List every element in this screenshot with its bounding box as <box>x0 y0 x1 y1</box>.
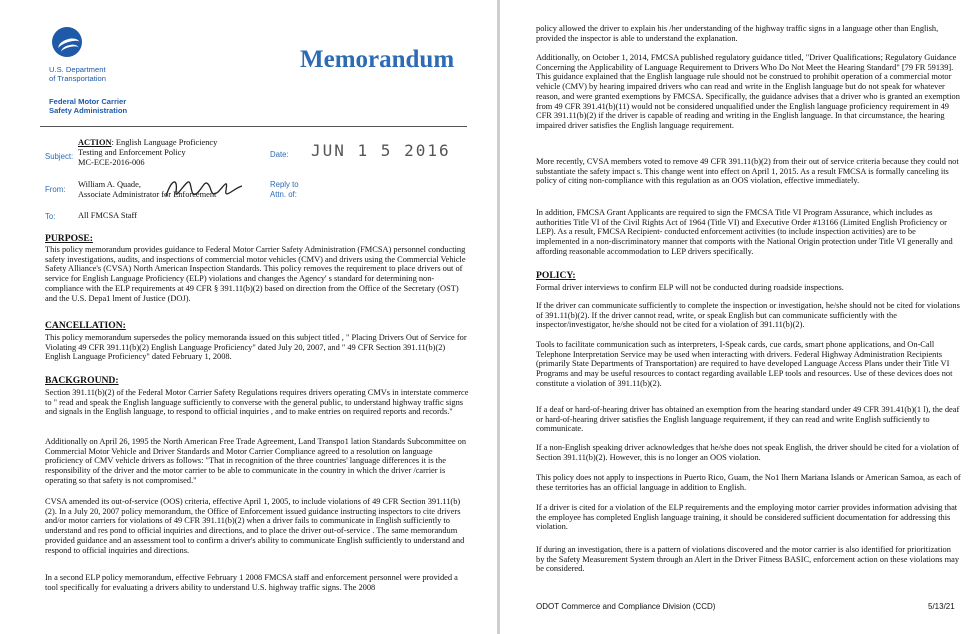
policy-allowance-paragraph: policy allowed the driver to explain his /her understanding of the highway traffic signs in a language other than English, provided the inspector is able to understand the explanation. <box>536 24 939 43</box>
purpose-text: This policy memorandum provides guidance to Federal Motor Carrier Safety Administration (FMCSA) personnel conducting safety investigations, audits, and inspections of commercial motor vehicles (CMV) and drivers using the Commercial Vehicle Safety Alliance's (CVSA) North American Inspection Standards. This policy removes the requirement to place drivers out of service for English Language Proficiency (ELP) violations and changes the Agency' s standard for determining non-compliance with the ELP requirements at 49 CFR § 391.11(b)(2) based on direction from the Office of the Secretary (OST) and the U.S. Depa1 lment of Justice (DOJ). <box>45 245 466 303</box>
purpose-heading: PURPOSE: <box>45 233 93 244</box>
subject-label: Subject: <box>45 152 74 161</box>
signature-icon <box>162 174 244 204</box>
title-vi-paragraph: In addition, FMCSA Grant Applicants are required to sign the FMCSA Title VI Program Assurance, which includes as authorities Title VI of the Civil Rights Act of 1964 (Title VI) and Executive Order #13166 (Limited English Proficiency or LEP). As a result, FMCSA Recipient- conducted enforcement activities (to include inspection activities) are to be implemented in a non-discriminatory manner that comports with the National Origin protection under Title VI generally and affording reasonable accommodation to LEP drivers specifically. <box>536 208 953 256</box>
subject-line-2: Testing and Enforcement Policy <box>78 148 186 157</box>
policy-paragraph-5: If a non-English speaking driver acknowledges that he/she does not speak English, the driver should be cited for a violation of Section 391.11(b)(2). However, this is no longer an OOS violation. <box>536 443 960 462</box>
cancellation-heading: CANCELLATION: <box>45 320 126 331</box>
agency-line-2: Safety Administration <box>49 106 128 115</box>
to-label: To: <box>45 212 56 221</box>
from-name: William A. Quade, <box>78 180 141 189</box>
background-paragraph-1: Section 391.11(b)(2) of the Federal Motor Carrier Safety Regulations requires drivers operating CMVs in interstate commerce to " read and speak the English language sufficiently to converse with the general public, to understand highway traffic signs and signals in the English language, to respond to official inquiries , and to make entries on required reports and records." <box>45 388 469 417</box>
department-name <box>49 65 106 83</box>
background-paragraph-3: CVSA amended its out-of-service (OOS) criteria, effective April 1, 2005, to include violations of 49 CFR Section 391.11(b)(2). In a July 20, 2007 policy memorandum, the Office of Enforcement issued guidance instructing inspectors to cite drivers and/or motor carriers for violations of 49 CFR 391.11(b)(2) when a driver fails to communicate in English sufficiently to understand and res pond to official inquiries and directions, and to place the driver out-of-service . The same memorandum provided guidance and an assessment tool to confirm a driver's ability to communicate English sufficiently to understand and respond to official inquiries and directions. <box>45 497 465 555</box>
date-label: Date: <box>270 150 289 159</box>
reply-label-line-1: Reply to <box>270 180 299 189</box>
regulatory-guidance-paragraph: Additionally, on October 1, 2014, FMCSA published regulatory guidance titled, "Driver Qualifications; Regulatory Guidance Concerning the Applicability of Language Requirement to Drivers Who Do Not Meet the Hearing Standard" [79 FR 59139]. This guidance explained that the English language rule should not be construed to prohibit operation of a commercial motor vehicle (CMV) by hearing impaired drivers who can read and write in the English language but do not speak for whatever reason, and were granted exemptions by FMCSA. Specifically, the guidance advises that a driver who is granted an exemption from 49 CFR 391.41(b)(11) would not be considered unqualified under the English language proficiency requirement in 49 CFR 391.11(b)(2) if the driver is capable of reading and writing in the English language. In that circumstance, the hearing impaired driver satisfies the English language requirement. <box>536 53 960 130</box>
background-paragraph-2: Additionally on April 26, 1995 the North American Free Trade Agreement, Land Transpo1 lation Standards Subcommittee on Commercial Motor Vehicle and Driver Standards and Motor Carrier Compliance agreed to a resolution on language proficiency of CMV vehicle drivers as follows: "That in recognition of the three countries' language differences it is the responsibility of the driver and the motor carrier to be able to communicate in the country in which the driver /carrier is operating so that safety is not compromised." <box>45 437 467 485</box>
background-heading: BACKGROUND: <box>45 375 119 386</box>
policy-paragraph-6: This policy does not apply to inspections in Puerto Rico, Guam, the No1 lhern Mariana Islands or American Samoa, as each of these territories has an official language in addition to English. <box>536 473 961 492</box>
agency-line-1: Federal Motor Carrier <box>49 97 127 106</box>
date-stamp: JUN 1 5 2016 <box>311 141 451 160</box>
page-divider <box>497 0 500 634</box>
cvsa-vote-paragraph: More recently, CVSA members voted to remove 49 CFR 391.11(b)(2) from their out of service criteria because they could not substantiate the safety impact s. This change went into effect on April 1, 2015. As a result FMCSA is formally canceling its policy of citing non-compliance with this regulation as an OOS violation, effective immediately. <box>536 157 959 186</box>
footer-date: 5/13/21 <box>928 602 955 611</box>
policy-heading: POLICY: <box>536 270 576 281</box>
cancellation-text: This policy memorandum supersedes the policy memoranda issued on this subject titled , " Placing Drivers Out of Service for Violating 49 CFR 391.11(b)(2) English Language Proficiency" dated July 20, 2007, and " 49 CFR Section 391.11(b)(2) English Language Proficiency" dated February 1, 2008. <box>45 333 467 362</box>
dept-line-1: U.S. Department <box>49 65 106 74</box>
subject-line-3: MC-ECE-2016-006 <box>78 158 145 167</box>
from-label: From: <box>45 185 66 194</box>
subject-field <box>78 138 268 168</box>
to-value: All FMCSA Staff <box>78 211 137 220</box>
policy-paragraph-4: If a deaf or hard-of-hearing driver has obtained an exemption from the hearing standard under 49 CFR 391.41(b)(1 l), the deaf or hard-of-hearing driver satisfies the English language requirement, if they can read and write English sufficiently to communicate. <box>536 405 960 434</box>
policy-paragraph-8: If during an investigation, there is a pattern of violations discovered and the motor carrier is also identified for prioritization by the Safety Measurement System through an Alert in the Driver Fitness BASIC, enforcement action on these violations may be considered. <box>536 545 960 574</box>
footer-division: ODOT Commerce and Compliance Division (CCD) <box>536 602 716 611</box>
background-paragraph-4: In a second ELP policy memorandum, effective February 1 2008 FMCSA staff and enforcement personnel were provided a tool specifically for evaluating a drivers ability to understand U.S. highway traffic signs. The 2008 <box>45 573 458 592</box>
header-rule <box>40 126 467 127</box>
agency-name <box>49 97 127 115</box>
from-title: Associate Administrator for Enforcement <box>78 190 217 199</box>
subject-action: ACTION <box>78 138 112 147</box>
memo-title: Memorandum <box>300 46 455 73</box>
policy-paragraph-7: If a driver is cited for a violation of the ELP requirements and the employing motor carrier provides information advising that the employee has completed English language training, it should be considered sufficient documentation for addressing this violation. <box>536 503 958 532</box>
dept-line-2: of Transportation <box>49 74 106 83</box>
policy-paragraph-1: Formal driver interviews to confirm ELP will not be conducted during roadside inspections. <box>536 283 844 292</box>
dot-logo-icon <box>52 27 82 57</box>
policy-paragraph-2: If the driver can communicate sufficiently to complete the inspection or investigation, he/she should not be cited for violations of 391.11(b)(2). If the driver cannot read, write, or speak English but can communicate sufficiently with the inspector/investigator, he/she should not be cited for a violation of 391.11(b)(2). <box>536 301 960 330</box>
reply-label <box>270 180 299 200</box>
reply-label-line-2: Attn. of: <box>270 190 297 199</box>
subject-line-1: : English Language Proficiency <box>111 138 218 147</box>
memo-page-2 <box>501 0 980 634</box>
policy-paragraph-3: Tools to facilitate communication such as interpreters, I-Speak cards, cue cards, smart phone applications, and On-Call Telephone Interpretation Service may be used when interacting with drivers. Federal Highway Administration Recipients (primarily State Departments of Transportation) are required to have developed Language Access Plans under their Title VI Programs and may be useful resources to contact regarding available LEP tools and resources. Use of these devices does not constitute a violation of 391.11(b)(2). <box>536 340 953 388</box>
